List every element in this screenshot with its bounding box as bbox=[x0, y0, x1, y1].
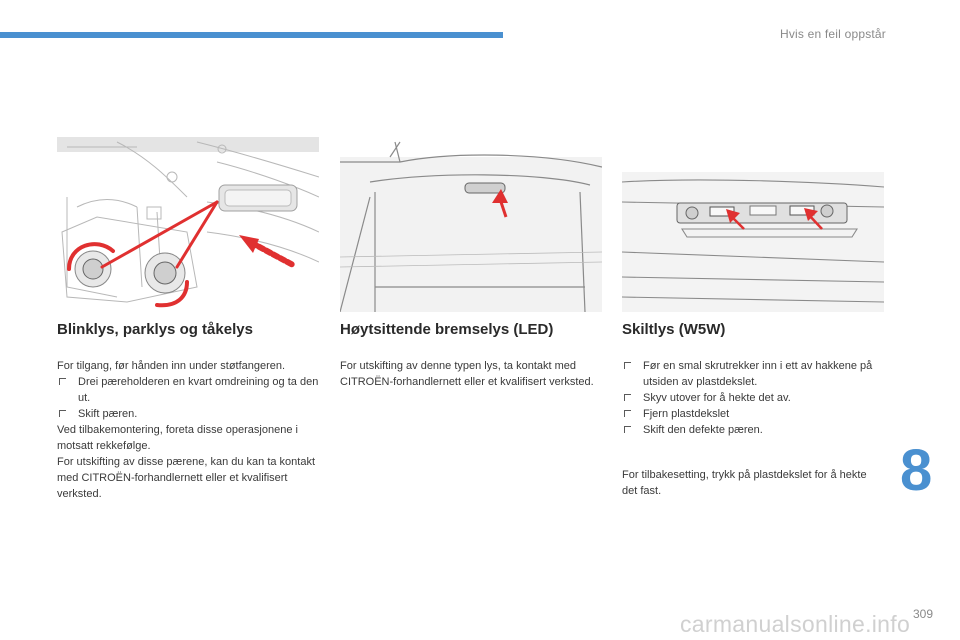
front-lamp-drawing bbox=[57, 137, 319, 312]
section-paragraph: For utskifting av denne typen lys, ta kontakt med CITROËN-forhandlernett eller et kvalifisert verksted. bbox=[340, 360, 594, 388]
step-item: Skyv utover for å hekte det av. bbox=[622, 390, 884, 406]
section-paragraph: Ved tilbakemontering, foreta disse operasjonene i motsatt rekkefølge. bbox=[57, 424, 298, 452]
watermark-text: carmanualsonline.info bbox=[680, 611, 911, 637]
page-number: 309 bbox=[913, 607, 934, 621]
section-brake-light bbox=[340, 320, 595, 390]
step-item: Skift den defekte pæren. bbox=[622, 422, 884, 438]
section-title: Blinklys, parklys og tåkelys bbox=[57, 321, 253, 338]
chapter-number: 8 bbox=[900, 438, 933, 503]
section-front-lamps bbox=[57, 320, 327, 502]
step-item: Drei pæreholderen en kvart omdreining og ta den ut. bbox=[57, 374, 327, 406]
illustration-plate-light bbox=[622, 137, 884, 312]
section-plate-light bbox=[622, 320, 884, 499]
step-item: Skift pæren. bbox=[57, 406, 327, 422]
step-list bbox=[622, 358, 884, 438]
plate-light-drawing bbox=[622, 137, 884, 312]
brake-light-drawing bbox=[340, 137, 602, 312]
step-item: Før en smal skrutrekker inn i ett av hakkene på utsiden av plastdekslet. bbox=[622, 358, 884, 390]
step-item: Fjern plastdekslet bbox=[622, 406, 884, 422]
section-paragraph: For utskifting av disse pærene, kan du kan ta kontakt med CITROËN-forhandlernett eller et kvalifisert verksted. bbox=[57, 456, 316, 500]
step-list bbox=[57, 374, 327, 422]
illustration-front-lamps bbox=[57, 137, 319, 312]
illustration-brake-light bbox=[340, 137, 602, 312]
header-accent-bar bbox=[0, 32, 503, 38]
section-title: Skiltlys (W5W) bbox=[622, 321, 726, 338]
page-header-title: Hvis en feil oppstår bbox=[779, 27, 886, 41]
section-intro: For tilgang, før hånden inn under støtfangeren. bbox=[57, 360, 286, 372]
section-paragraph: For tilbakesetting, trykk på plastdekslet for å hekte det fast. bbox=[622, 469, 867, 497]
section-title: Høytsittende bremselys (LED) bbox=[340, 321, 554, 338]
